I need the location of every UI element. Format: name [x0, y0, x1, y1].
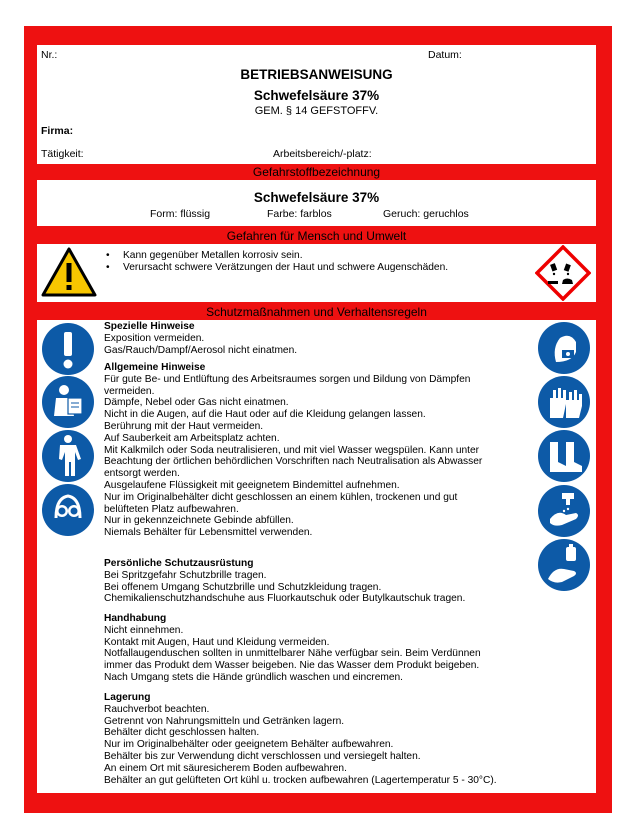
ghs-corrosive-icon [535, 245, 591, 301]
psa-heading: Persönliche Schutzausrüstung [104, 558, 254, 569]
regulation-text: GEM. § 14 GEFSTOFFV. [254, 105, 379, 117]
psa-line: Chemikalienschutzhandschuhe aus Fluorkautschuk oder Butylkautschuk tragen. [104, 593, 466, 605]
gefahren-item-1: • [106, 250, 110, 261]
page-title: BETRIEBSANWEISUNG [240, 67, 393, 82]
allgemeine-line: entsorgt werden. [104, 468, 180, 480]
allgemeine-line: vermeiden. [104, 385, 155, 397]
section-bar-gefahren: Gefahren für Mensch und Umwelt [226, 229, 407, 243]
spezielle-line: Gas/Rauch/Dampf/Aerosol nicht einatmen. [104, 344, 298, 356]
handhabung-line: Nicht einnehmen. [104, 624, 184, 636]
safety-boots-icon [538, 430, 590, 482]
allgemeine-line: Nicht in die Augen, auf die Haut oder auf die Kleidung gelangen lassen. [104, 409, 426, 421]
allgemeine-line: Dämpfe, Nebel oder Gas nicht einatmen. [104, 397, 289, 409]
lagerung-line: Behälter an gut gelüfteten Ort kühl u. trocken aufbewahren (Lagertemperatur 5 - 30°C). [104, 774, 497, 786]
arbeitsbereich-label: Arbeitsbereich/-platz: [273, 148, 372, 160]
datum-label: Datum: [428, 49, 462, 61]
allgemeine-line: Berührung mit der Haut vermeiden. [104, 420, 264, 432]
gloves-icon [538, 376, 590, 428]
lagerung-line: Nur im Originalbehälter oder geeignetem Behälter aufbewahren. [104, 739, 394, 751]
handhabung-line: Nach Umgang stets die Hände gründlich waschen und eincremen. [104, 671, 404, 683]
lagerung-line: An einem Ort mit säuresicherem Boden aufbewahren. [104, 762, 347, 774]
allgemeine-line: Ausgelaufene Flüssigkeit mit geeignetem Bindemittel aufnehmen. [104, 479, 400, 491]
protective-clothing-icon [42, 430, 94, 482]
firma-label: Firma: [41, 125, 74, 137]
allgemeine-heading: Allgemeine Hinweise [104, 362, 206, 373]
lagerung-line: Rauchverbot beachten. [104, 703, 210, 715]
form-text: Form: flüssig [150, 208, 211, 220]
allgemeine-line: Auf Sauberkeit am Arbeitsplatz achten. [104, 432, 280, 444]
hand-cream-icon [538, 539, 590, 591]
lagerung-section [104, 692, 497, 786]
section-bar-gefahrstoff: Gefahrstoffbezeichnung [252, 165, 381, 179]
substance-title: Schwefelsäure 37% [253, 88, 380, 103]
lagerung-line: Behälter dicht geschlossen halten. [104, 727, 260, 739]
handhabung-line: Notfallaugenduschen sollten in unmittelbarer Nähe verfügbar sein. Beim Verdünnen [104, 648, 481, 660]
spezielle-heading: Spezielle Hinweise [104, 321, 195, 332]
handhabung-section [104, 613, 481, 684]
taetigkeit-label: Tätigkeit: [41, 148, 84, 160]
respirator-mask-icon [538, 322, 590, 374]
allgemeine-line: Nur im Originalbehälter dicht geschlossen an einem kühlen, trockenen und gut [104, 491, 458, 503]
handhabung-line: Kontakt mit Augen, Haut und Kleidung vermeiden. [104, 636, 330, 648]
safety-goggles-icon [42, 484, 94, 536]
spezielle-line: Exposition vermeiden. [104, 332, 205, 344]
read-instructions-icon [42, 376, 94, 428]
allgemeine-line: Beachtung der örtlichen behördlichen Vorschriften nach Neutralisation als Abwasser [104, 456, 483, 468]
psa-line: Bei Spritzgefahr Schutzbrille tragen. [104, 569, 267, 581]
hand-washing-icon [538, 485, 590, 537]
lagerung-line: Getrennt von Nahrungsmitteln und Getränken lagern. [104, 715, 345, 727]
lagerung-heading: Lagerung [104, 692, 151, 703]
section-bar-schutz: Schutzmaßnahmen und Verhaltensregeln [206, 305, 427, 319]
lagerung-line: Behälter bis zur Verwendung dicht verschlossen und versiegelt halten. [104, 750, 421, 762]
allgemeine-line: Nur in gekennzeichnete Gebinde abfüllen. [104, 515, 294, 527]
allgemeine-line: Niemals Behälter für Lebensmittel verwenden. [104, 527, 313, 539]
gefahren-item-2: • [106, 262, 110, 273]
geruch-text: Geruch: geruchlos [383, 208, 469, 220]
allgemeine-line: Mit Kalkmilch oder Soda neutralisieren, und mit viel Wasser wegspülen. Kann unter [104, 444, 480, 456]
allgemeine-line: belüfteten Platz aufbewahren. [104, 503, 239, 515]
handhabung-heading: Handhabung [104, 613, 167, 624]
gefahren-item-2-text: Verursacht schwere Verätzungen der Haut und schwere Augenschäden. [123, 262, 449, 273]
farbe-text: Farbe: farblos [267, 208, 332, 220]
exclamation-mandatory-icon [42, 323, 94, 375]
warning-triangle-icon [41, 247, 97, 297]
allgemeine-line: Für gute Be- und Entlüftung des Arbeitsraumes sorgen und Bildung von Dämpfen [104, 373, 471, 385]
nr-label: Nr.: [41, 49, 58, 61]
allgemeine-hinweise-section [104, 362, 482, 539]
spezielle-hinweise-section [104, 321, 297, 356]
gefahrstoff-name: Schwefelsäure 37% [253, 190, 380, 205]
psa-line: Bei offenem Umgang Schutzbrille und Schutzkleidung tragen. [104, 581, 382, 593]
psa-section [104, 558, 465, 605]
handhabung-line: immer das Produkt dem Wasser beigeben. Nie das Wasser dem Produkt beigeben. [104, 660, 480, 672]
gefahren-item-1-text: Kann gegenüber Metallen korrosiv sein. [123, 250, 303, 261]
